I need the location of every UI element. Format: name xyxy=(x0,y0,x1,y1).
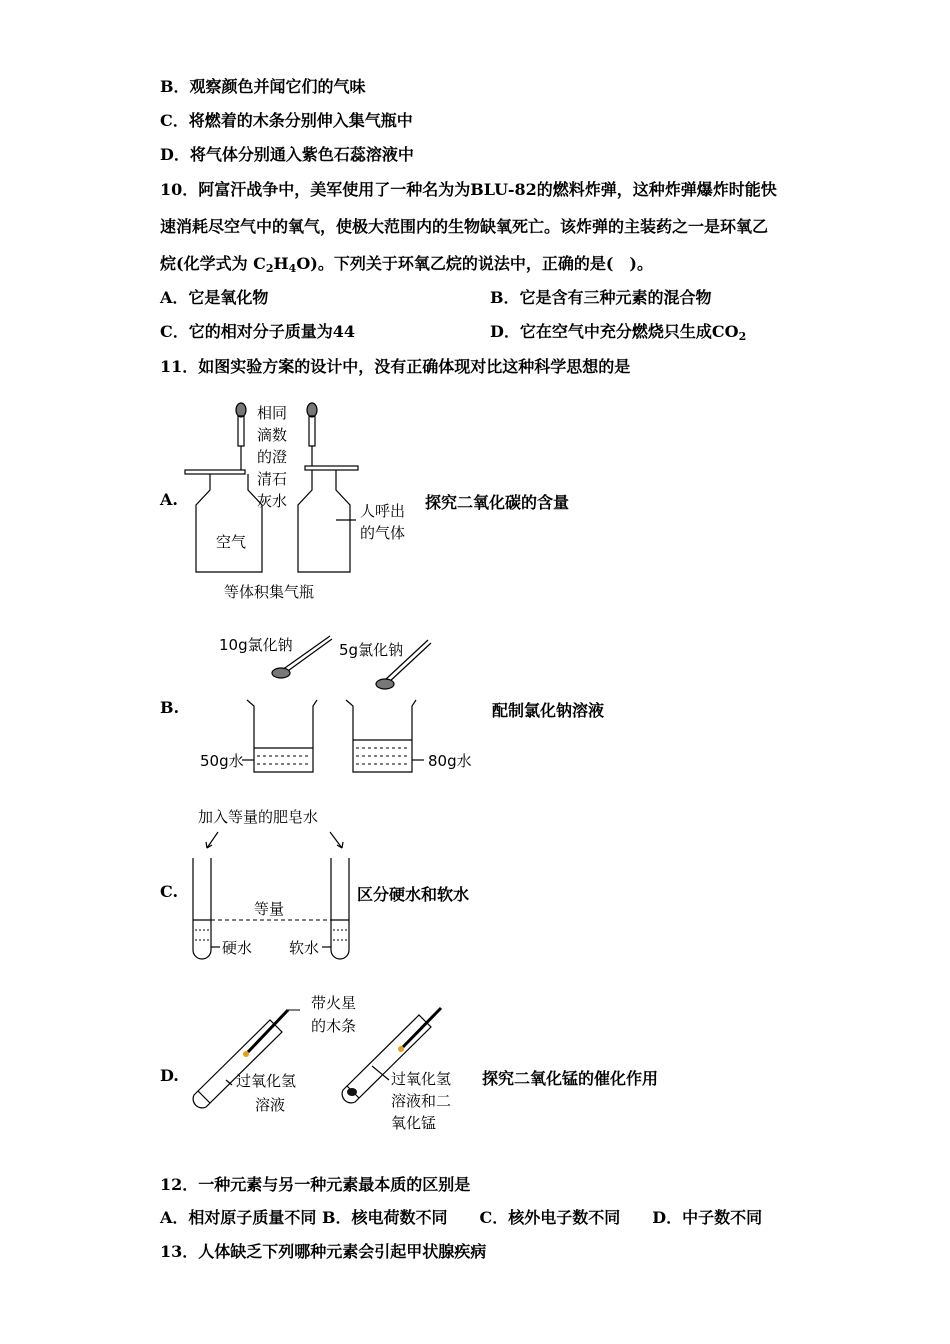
q10-option-c: C．它的相对分子质量为44 xyxy=(160,322,356,341)
fig-d-left-label-2: 溶液 xyxy=(255,1096,286,1114)
q10-stem-line1: 10．阿富汗战争中，美军使用了一种名为为BLU-82的燃料炸弹，这种炸弹爆炸时能快 xyxy=(160,180,777,199)
fig-a-right-label-1: 人呼出 xyxy=(360,502,406,520)
q10-option-d: D．它在空气中充分燃烧只生成$CO_2$ xyxy=(490,322,747,343)
q10-stem-line3: 烷(化学式为 $C_2H_4O$)。下列关于环氧乙烷的说法中，正确的是( )。 xyxy=(160,254,653,275)
fig-d-right-label-3: 氧化锰 xyxy=(391,1114,437,1132)
fig-a-dropper-text-2: 滴数 xyxy=(257,426,288,444)
fig-b-right-salt: 5g氯化钠 xyxy=(339,641,404,659)
fig-a-bottom-label: 等体积集气瓶 xyxy=(224,583,315,601)
fig-d-splint-label-2: 的木条 xyxy=(311,1017,357,1035)
fig-b-right-water: 80g水 xyxy=(428,752,472,770)
q11-option-d-caption: 探究二氧化锰的催化作用 xyxy=(482,1069,659,1088)
q9-option-b: B．观察颜色并闻它们的气味 xyxy=(160,77,366,96)
q10-option-a: A．它是氧化物 xyxy=(160,288,269,307)
q11-option-a-letter: A. xyxy=(160,490,178,509)
q9-option-c: C．将燃着的木条分别伸入集气瓶中 xyxy=(160,111,413,130)
fig-b-left-water: 50g水 xyxy=(200,752,244,770)
q11-option-d-letter: D. xyxy=(160,1066,179,1085)
fig-a-right-label-2: 的气体 xyxy=(360,524,406,542)
q9-option-d: D．将气体分别通入紫色石蕊溶液中 xyxy=(160,145,414,164)
fig-c-top-label: 加入等量的肥皂水 xyxy=(198,808,319,826)
fig-a-dropper-text-4: 清石 xyxy=(257,470,288,488)
fig-d-right-label-1: 过氧化氢 xyxy=(391,1070,452,1088)
q13-stem: 13．人体缺乏下列哪种元素会引起甲状腺疾病 xyxy=(160,1242,487,1261)
q11-option-a-caption: 探究二氧化碳的含量 xyxy=(425,493,570,512)
fig-d-splint-label-1: 带火星 xyxy=(311,994,357,1012)
q12-stem: 12．一种元素与另一种元素最本质的区别是 xyxy=(160,1175,471,1194)
fig-d-right-label-2: 溶液和二 xyxy=(391,1092,452,1110)
q11-stem: 11．如图实验方案的设计中，没有正确体现对比这种科学思想的是 xyxy=(160,357,631,376)
q11-option-c-letter: C. xyxy=(160,882,179,901)
fig-a-dropper-text-1: 相同 xyxy=(257,404,288,422)
fig-b-left-salt: 10g氯化钠 xyxy=(219,636,293,654)
fig-a-dropper-text-5: 灰水 xyxy=(257,492,288,510)
fig-a-left-bottle-label: 空气 xyxy=(216,533,247,551)
fig-c-equal-label: 等量 xyxy=(254,900,285,918)
q11-option-b-caption: 配制氯化钠溶液 xyxy=(492,701,605,720)
q11-option-b-letter: B. xyxy=(160,698,180,717)
fig-d-left-label-1: 过氧化氢 xyxy=(236,1072,297,1090)
q11-option-c-caption: 区分硬水和软水 xyxy=(357,885,470,904)
fig-c-hard-water: 硬水 xyxy=(222,939,253,957)
q10-stem-line2: 速消耗尽空气中的氧气，使极大范围内的生物缺氧死亡。该炸弹的主装药之一是环氧乙 xyxy=(160,217,769,236)
fig-a-dropper-text-3: 的澄 xyxy=(257,448,288,466)
q10-option-b: B．它是含有三种元素的混合物 xyxy=(490,288,712,307)
fig-c-soft-water: 软水 xyxy=(289,939,320,957)
q12-options: A．相对原子质量不同 B．核电荷数不同 C．核外电子数不同 D．中子数不同 xyxy=(160,1208,763,1227)
